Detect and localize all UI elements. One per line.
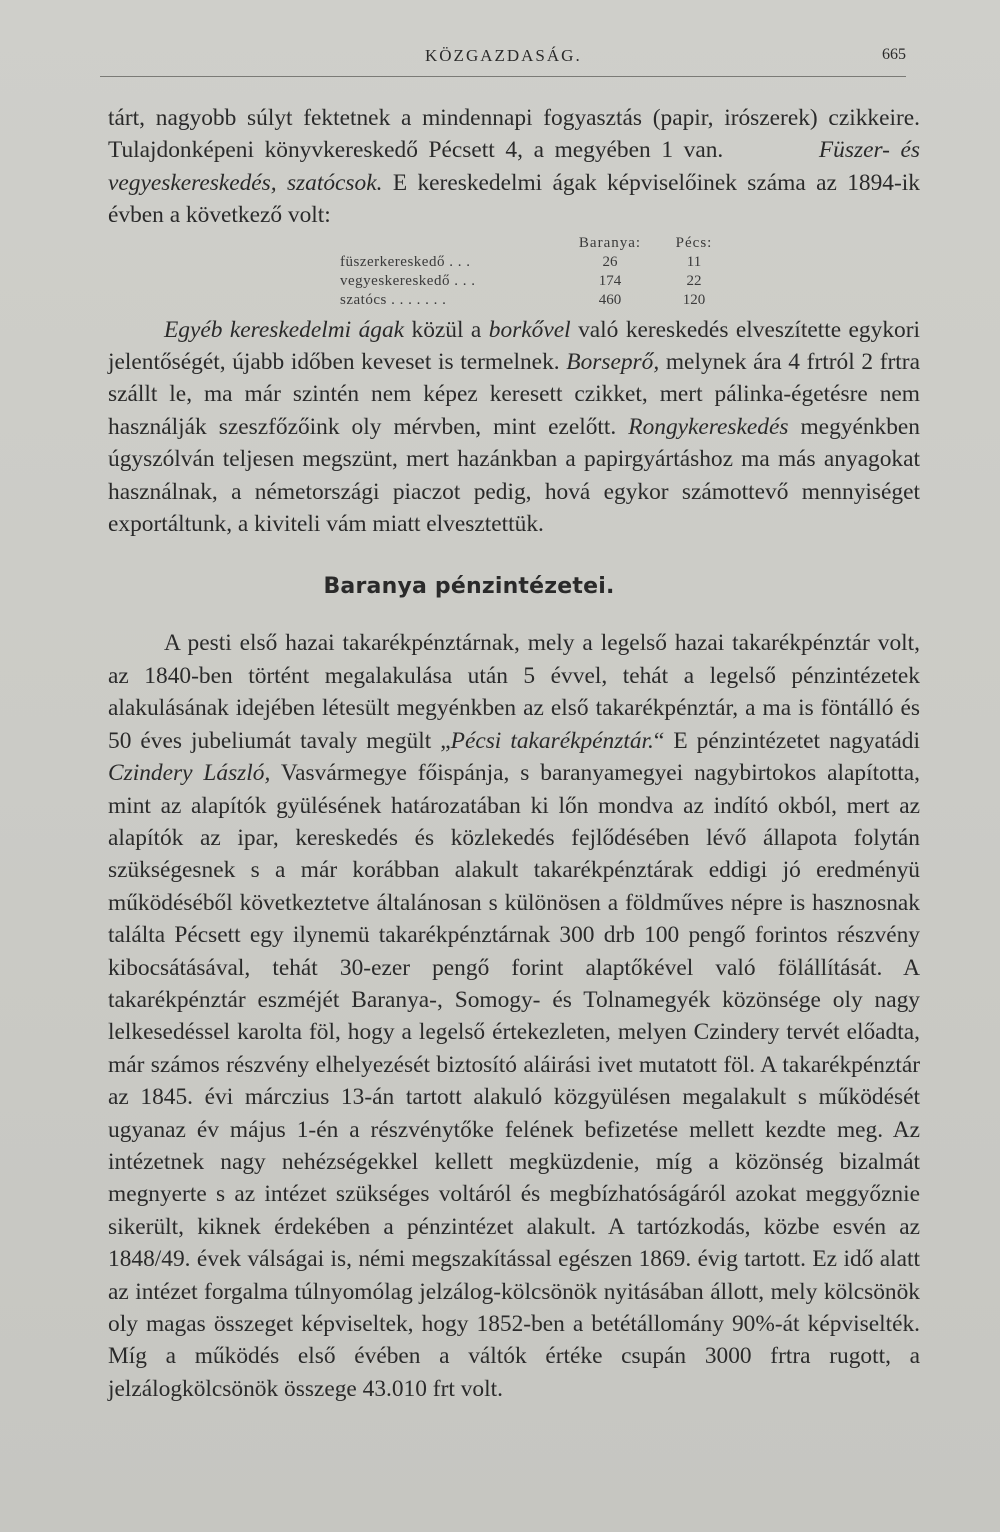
table-header-row — [334, 234, 736, 253]
cell-baranya: 460 — [598, 291, 622, 308]
paragraph-text: tárt, nagyobb súlyt fektetnek a mindennapi fogyasztás (papir, irószerek) czikkeire. Tulajdonképeni könyvkereskedő Pécsett 4, a megyében 1 van. — [108, 105, 920, 164]
table-row — [334, 272, 736, 291]
page-body — [108, 102, 920, 1405]
italic-term: Czindery László, — [108, 760, 271, 787]
row-label: füszerkereskedő . . . — [340, 253, 471, 270]
running-header — [100, 42, 906, 77]
cell-baranya: 174 — [598, 272, 622, 289]
italic-term: Rongykereskedés — [628, 413, 789, 440]
column-header: Pécs: — [675, 234, 713, 251]
cell-pecs: 22 — [686, 272, 702, 289]
column-header: Baranya: — [578, 234, 642, 251]
italic-term: Pécsi takarékpénztár. — [450, 727, 654, 754]
row-label: vegyeskereskedő . . . — [340, 272, 476, 289]
section-title: Baranya pénzintézetei. — [323, 574, 615, 600]
running-title: KÖZGAZDASÁG. — [425, 46, 582, 65]
italic-term: Borseprő, — [566, 349, 660, 376]
paragraph-text: E kereskedelmi ágak képviselőinek száma az 1894-ik évben a következő volt: — [108, 169, 920, 229]
table-row — [334, 291, 736, 310]
subsection-heading: Füszer- és vegyeskereskedés, szatócsok. — [108, 137, 920, 196]
table-row — [334, 253, 736, 272]
cell-baranya: 26 — [602, 253, 618, 270]
paragraph-other-trades: Egyéb kereskedelmi ágak közül a borkővel való kereskedés elveszítette egykori jelentőségét, újabb időben keveset is termelnek. Borseprő, melynek ára 4 frtról 2 frtra szállt le, ma már szintén nem képez keresett czikket, mert pálinka-égetésre nem használják szeszfőzőink oly mérvben, mint ezelőtt. Rongykereskedés megyénkben úgyszólván teljesen megszünt, mert hazánkban a papirgyártáshoz ma más anyagokat használnak, a németországi piaczot pedig, hová egykor számottevő mennyiséget exportáltunk, a kiviteli vám miatt elvesztettük. — [108, 316, 920, 538]
shop-count-table — [334, 234, 736, 310]
paragraph-savings-bank: A pesti első hazai takarékpénztárnak, mely a legelső hazai takarékpénztár volt, az 1840-ben történt megalakulása után 5 évvel, tehát a legelső pénzintézetek alakulásának idejében létesült megyénkben az első takarékpénztár, a ma is föntálló és 50 éves jubeliumát tavaly megült „Pécsi takarékpénztár.“ E pénzintézetet nagyatádi Czindery László, Vasvármegye főispánja, s baranyamegyei nagybirtokos alapította, mint az alapítók gyülésének határozatában ki lőn mondva az indító okból, mert az alapítók az ipar, kereskedés és közlekedés fejlődésében lévő állapota folytán szükségesnek s a már korábban alakult takarékpénztárak eddigi jó eredményü működéséből következtetve általánosan s különösen a földműves népre is hasznosnak találta Pécsett egy ilynemü takarékpénztárnak 300 drb 100 pengő forintos részvény kibocsátásával, tehát 30-ezer pengő forint alaptőkével való fölállítását. A takarékpénztár eszméjét Baranya-, Somogy- és Tolnamegyék közönsége oly nagy lelkesedéssel karolta föl, hogy a legelső értekezleten, melyen Czindery tervét előadta, már számos részvény elhelyezését biztosító aláirási ivet mutatott föl. A takarékpénztár az 1845. évi márczius 13-án tartott alakuló közgyülésen megalakult s működését ugyanaz év május 1-én a részvénytőke felének befizetése mellett kezdte meg. Az intézetnek nagy nehézségekkel kellett megküzdenie, míg a közönség bizalmát megnyerte s az intézet szükséges voltáról és megbízhatóságáról azokat meggyőznie sikerült, kiknek érdekében a pénzintézet alakult. A tartózkodás, közbe esvén az 1848/49. évek válságai is, némi megszakítással egészen 1869. évig tartott. Ez idő alatt az intézet forgalma túlnyomólag jelzálog-kölcsönök nyitásában állott, mely kölcsönök oly magas összeget képviseltek, hogy 1852-ben a betétállomány 90%-át képviselték. Míg a működés első évében a váltók értéke csupán 3000 frtra rugott, a jelzálogkölcsönök összege 43.010 frt volt. — [108, 630, 921, 1402]
cell-pecs: 120 — [682, 291, 706, 308]
page-number: 665 — [882, 46, 906, 63]
cell-pecs: 11 — [686, 253, 702, 270]
italic-term: Egyéb kereskedelmi ágak — [164, 316, 405, 343]
italic-term: borkővel — [488, 316, 571, 343]
paragraph-continuation — [108, 102, 920, 232]
row-label: szatócs . . . . . . . — [340, 291, 447, 308]
